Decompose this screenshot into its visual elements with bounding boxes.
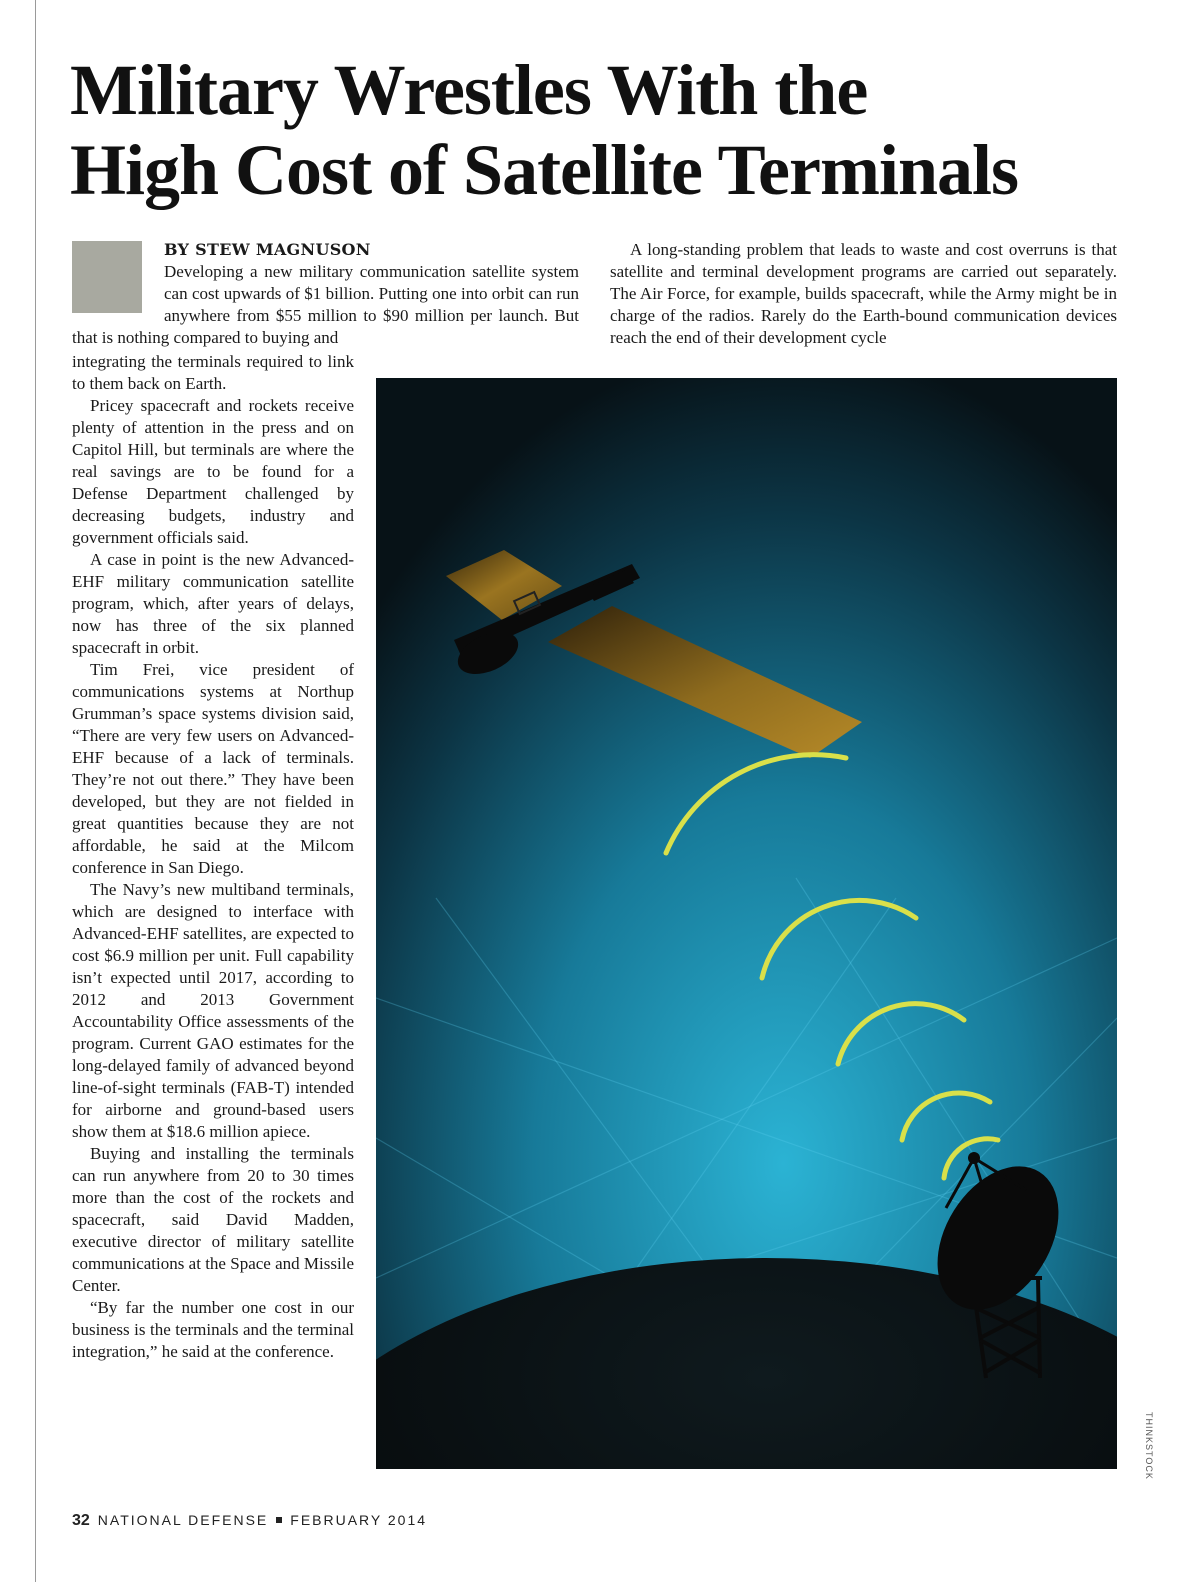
satellite-illustration (376, 378, 1117, 1469)
drop-cap-box (72, 241, 142, 313)
byline: BY STEW MAGNUSON (164, 240, 371, 259)
body-paragraph: The Navy’s new multiband terminals, which are designed to interface with Advanced-EHF satellites, are expected to cost $6.9 million per unit. Full capability isn’t expected until 2017, according to 2012 and 2013 Government Accountability Office assessments of the program. Current GAO estimates for the long-delayed family of advanced beyond line-of-sight terminals (FAB-T) intended for airborne and ground-based users show them at $18.6 million apiece. (72, 880, 354, 1141)
body-paragraph: Pricey spacecraft and rockets receive plenty of attention in the press and on Capitol Hill, but terminals are where the real savings are to be found for a Defense Department challenged by decreasing budgets, industry and government officials said. (72, 396, 354, 547)
issue-date: FEBRUARY 2014 (290, 1512, 428, 1528)
body-paragraph: integrating the terminals required to link to them back on Earth. (72, 352, 354, 393)
page-number: 32 (72, 1512, 90, 1529)
photo-credit: THINKSTOCK (1144, 1412, 1154, 1480)
article-headline (70, 50, 1150, 210)
body-paragraph: Tim Frei, vice president of communications systems at Northup Grumman’s space systems division said, “There are very few users on Advanced-EHF because of a lack of terminals. They’re not out there.” They have been developed, but they are not fielded in great quantities because they are not affordable, he said at the Milcom conference in San Diego. (72, 660, 354, 877)
left-column (72, 351, 354, 1363)
separator-square-icon (276, 1517, 282, 1523)
headline-line-1: Military Wrestles With the (70, 50, 868, 130)
body-paragraph: A case in point is the new Advanced-EHF military communication satellite program, which, after years of delays, now has three of the six planned spacecraft in orbit. (72, 550, 354, 657)
article-lead-block (72, 239, 579, 349)
body-paragraph: Buying and installing the terminals can run anywhere from 20 to 30 times more than the cost of the rockets and spacecraft, said David Madden, executive director of military satellite communications at the Space and Missile Center. (72, 1144, 354, 1295)
page-margin-rule (35, 0, 36, 1582)
satellite-dish-image (376, 378, 1117, 1469)
body-paragraph: “By far the number one cost in our business is the terminals and the terminal integration,” he said at the conference. (72, 1298, 354, 1361)
lead-paragraph: Developing a new military communication satellite system can cost upwards of $1 billion. Putting one into orbit can run anywhere from $55 million to $90 million per launch. But that is nothing compared to buying and (72, 262, 579, 347)
body-paragraph: A long-standing problem that leads to waste and cost overruns is that satellite and terminal development programs are carried out separately. The Air Force, for example, builds spacecraft, while the Army might be in charge of the radios. Rarely do the Earth-bound communication devices reach the end of their development cycle (610, 240, 1117, 347)
headline-line-2: High Cost of Satellite Terminals (70, 130, 1019, 210)
publication-name: NATIONAL DEFENSE (97, 1512, 269, 1528)
page-footer (72, 1512, 427, 1530)
right-column (610, 239, 1117, 349)
